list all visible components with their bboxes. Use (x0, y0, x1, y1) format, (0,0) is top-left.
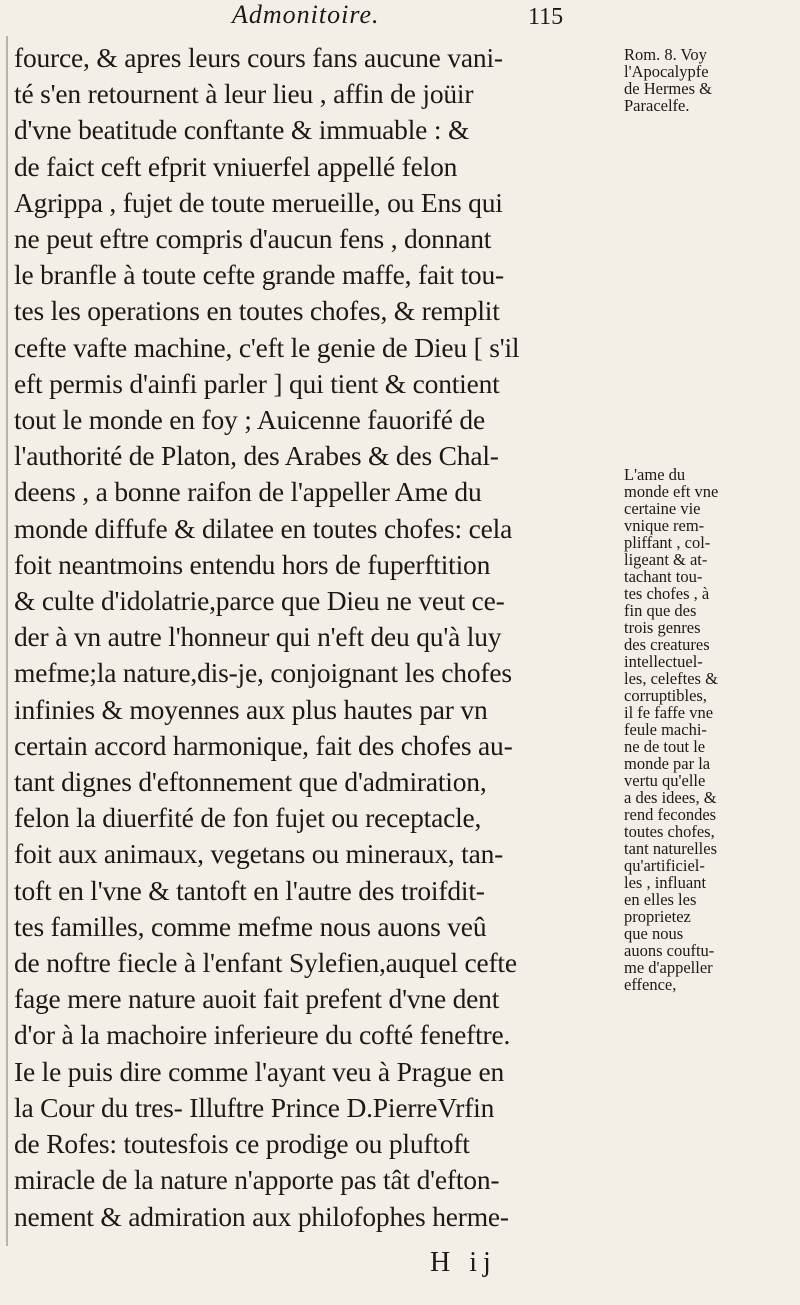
text-line: felon la diuerfité de fon fujet ou receptacle, (14, 802, 482, 834)
text-line: de noftre fiecle à l'enfant Sylefien,auquel cefte (14, 947, 517, 979)
text-line: tes les operations en toutes chofes, & remplit (14, 295, 500, 327)
margin-note-reference (624, 46, 800, 114)
margin-note-line: intellectuel- (624, 652, 703, 671)
text-line: l'authorité de Platon, des Arabes & des Chal- (14, 440, 499, 472)
margin-note-line: certaine vie (624, 499, 701, 518)
text-line: eft permis d'ainfi parler ] qui tient & contient (14, 367, 500, 399)
text-line: d'or à la machoire inferieure du cofté feneftre. (14, 1019, 511, 1051)
text-line: cefte vafte machine, c'eft le genie de Dieu [ s'il (14, 331, 520, 363)
margin-note-line: corruptibles, (624, 686, 707, 705)
text-line: tout le monde en foy ; Auicenne fauorifé de (14, 404, 485, 436)
margin-note-line: de Hermes & (624, 79, 712, 98)
text-line: infinies & moyennes aux plus hautes par vn (14, 693, 488, 725)
text-line: foit neantmoins entendu hors de fuperftition (14, 548, 491, 580)
margin-note-line: les , influant (624, 873, 707, 892)
margin-note-line: vnique rem- (624, 516, 705, 535)
text-line: toft en l'vne & tantoft en l'autre des troifdit- (14, 874, 485, 906)
text-line: ne peut eftre compris d'aucun fens , donnant (14, 223, 492, 255)
text-line: té s'en retournent à leur lieu , affin de joüir (14, 78, 474, 110)
text-line: mefme;la nature,dis-je, conjoignant les chofes (14, 657, 512, 689)
text-line: tes familles, comme mefme nous auons veû (14, 910, 487, 942)
margin-note-line: il fe faffe vne (624, 703, 714, 722)
text-line: de faict ceft efprit vniuerfel appellé felon (14, 150, 458, 182)
margin-note-line: effence, (624, 975, 677, 994)
margin-note-line: ne de tout le (624, 737, 706, 756)
margin-note-line: proprietez (624, 907, 691, 926)
text-line: de Rofes: toutesfois ce prodige ou pluftoft (14, 1128, 470, 1160)
margin-note-line: me d'appeller (624, 958, 713, 977)
margin-note-line: l'Apocalypfe (624, 62, 709, 81)
margin-note-line: Paracelfe. (624, 96, 690, 115)
main-text-block (14, 40, 614, 1235)
margin-note-line: monde par la (624, 754, 711, 773)
margin-note-line: les, celeftes & (624, 669, 718, 688)
margin-note-line: L'ame du (624, 465, 686, 484)
margin-note-line: tes chofes , à (624, 584, 710, 603)
margin-note-line: que nous (624, 924, 684, 943)
text-line: fource, & apres leurs cours fans aucune vani- (14, 42, 503, 73)
text-line: monde diffufe & dilatee en toutes chofes: cela (14, 512, 513, 544)
gutter-rule (6, 36, 8, 1246)
text-line: der à vn autre l'honneur qui n'eft deu qu'à luy (14, 621, 502, 653)
margin-note-line: qu'artificiel- (624, 856, 705, 875)
text-line: foit aux animaux, vegetans ou mineraux, tan- (14, 838, 504, 870)
margin-note-line: Rom. 8. Voy (624, 45, 707, 64)
margin-note-line: auons couftu- (624, 941, 715, 960)
margin-note-line: tachant tou- (624, 567, 703, 586)
margin-note-ame-du-monde (624, 466, 800, 993)
margin-note-line: en elles les (624, 890, 697, 909)
running-title: Admonitoire. (232, 0, 380, 29)
text-line: Ie le puis dire comme l'ayant veu à Prague en (14, 1055, 505, 1087)
text-line: deens , a bonne raifon de l'appeller Ame du (14, 476, 482, 508)
margin-note-line: monde eft vne (624, 482, 719, 501)
margin-note-line: rend fecondes (624, 805, 717, 824)
text-line: Agrippa , fujet de toute merueille, ou Ens qui (14, 186, 503, 218)
text-line: d'vne beatitude conftante & immuable : & (14, 114, 470, 146)
margin-note-line: tant naturelles (624, 839, 718, 858)
text-line: le branfle à toute cefte grande maffe, fait tou- (14, 259, 504, 291)
text-line: miracle de la nature n'apporte pas tât d'efton- (14, 1164, 500, 1196)
margin-note-line: toutes chofes, (624, 822, 715, 841)
margin-note-line: pliffant , col- (624, 533, 711, 552)
margin-note-line: des creatures (624, 635, 710, 654)
margin-note-line: trois genres (624, 618, 701, 637)
page-number: 115 (528, 4, 564, 30)
text-line: certain accord harmonique, fait des chofes au- (14, 729, 513, 761)
text-line: tant dignes d'eftonnement que d'admiration, (14, 766, 487, 798)
signature-mark: H ij (430, 1247, 497, 1278)
margin-note-line: fin que des (624, 601, 697, 620)
text-line: la Cour du tres- Illuftre Prince D.PierreVrfin (14, 1091, 495, 1123)
margin-note-line: ligeant & at- (624, 550, 708, 569)
margin-note-line: feule machi- (624, 720, 707, 739)
running-header (0, 0, 800, 40)
text-line: nement & admiration aux philofophes herme- (14, 1200, 509, 1232)
margin-note-line: vertu qu'elle (624, 771, 706, 790)
margin-note-line: a des idees, & (624, 788, 717, 807)
text-line: fage mere nature auoit fait prefent d'vne dent (14, 983, 500, 1015)
text-line: & culte d'idolatrie,parce que Dieu ne veut ce- (14, 585, 505, 617)
